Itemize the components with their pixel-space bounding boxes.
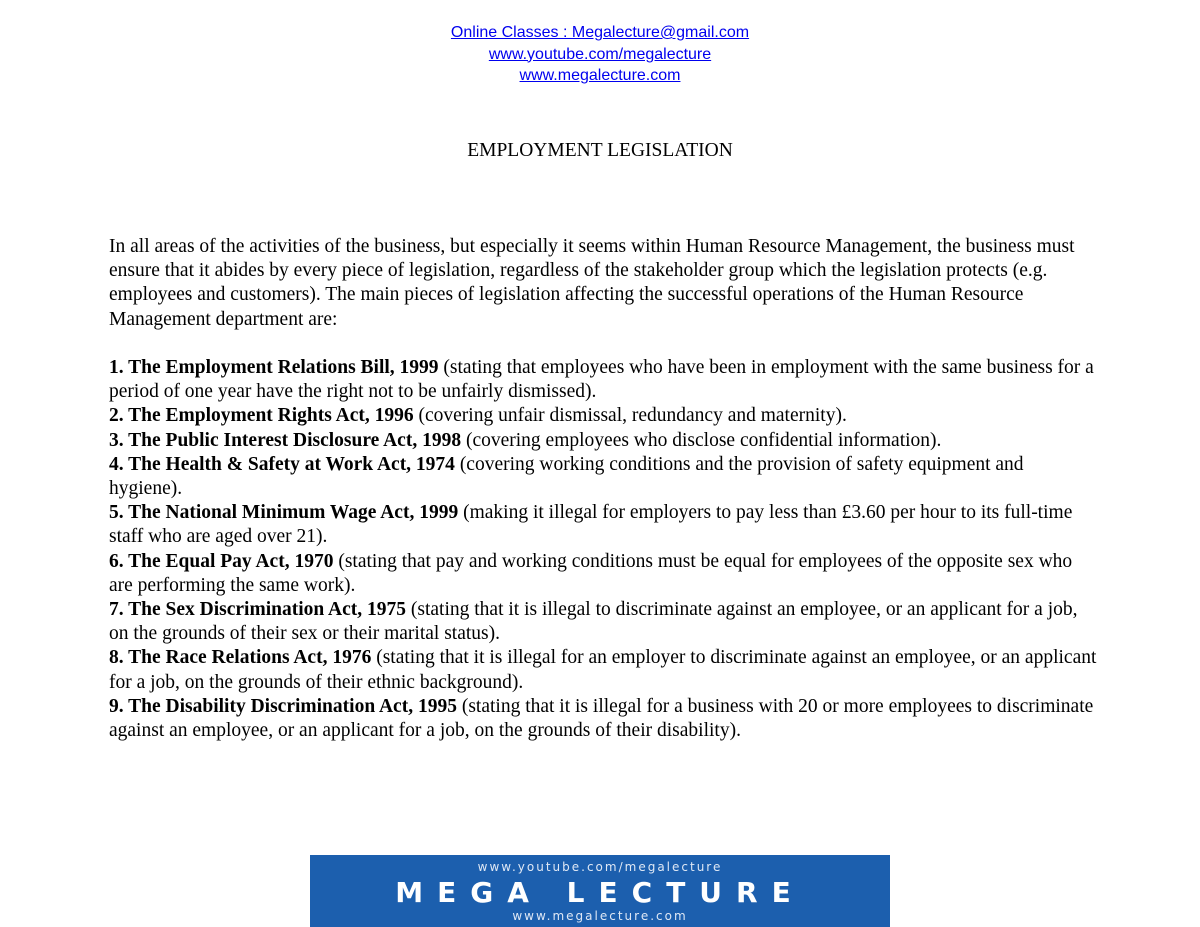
website-link[interactable]: www.megalecture.com	[519, 67, 681, 84]
banner-website-text: www.megalecture.com	[512, 909, 688, 923]
header-links	[0, 22, 1200, 87]
list-item-heading: 2. The Employment Rights Act, 1996	[109, 405, 414, 427]
list-item-description: (covering unfair dismissal, redundancy and maternity).	[413, 405, 847, 427]
list-item-heading: 4. The Health & Safety at Work Act, 1974	[109, 453, 455, 475]
list-item-description: (stating that it is illegal for a business with 20 or more employees to discriminate against an employee, or an applicant for a job, on the grounds of their disability).	[109, 695, 1094, 742]
list-item	[109, 598, 1099, 646]
list-item	[109, 429, 1099, 453]
list-item	[109, 453, 1099, 501]
list-item-description: (stating that pay and working conditions must be equal for employees of the opposite sex who are performing the same work).	[109, 550, 1073, 596]
youtube-link[interactable]: www.youtube.com/megalecture	[488, 45, 712, 63]
list-item-description: (stating that it is illegal for an employer to discriminate against an employee, or an applicant for a job, on the grounds of their ethnic background).	[109, 647, 1097, 693]
list-item-description: (making it illegal for employers to pay less than £3.60 per hour to its full-time staff who are aged over 21).	[109, 502, 1073, 548]
intro-paragraph: In all areas of the activities of the business, but especially it seems within Human Resource Management, the business must ensure that it abides by every piece of legislation, regardless of the stakeholder group which the legislation protects (e.g. employees and customers). The main pieces of legislation affecting the successful operations of the Human Resource Management department are:	[109, 236, 1075, 330]
list-item-description: (covering employees who disclose confidential information).	[461, 429, 942, 451]
list-item-heading: 9. The Disability Discrimination Act, 1995	[109, 695, 457, 717]
list-item-heading: 1. The Employment Relations Bill, 1999	[109, 357, 439, 378]
list-item-description: (stating that it is illegal to discriminate against an employee, or an applicant for a job, on the grounds of their sex or their marital status).	[109, 599, 1078, 645]
document-title: EMPLOYMENT LEGISLATION	[467, 140, 733, 161]
list-item-heading: 7. The Sex Discrimination Act, 1975	[109, 599, 407, 621]
list-item-heading: 3. The Public Interest Disclosure Act, 1998	[109, 429, 462, 451]
list-item-description: (covering working conditions and the provision of safety equipment and hygiene).	[109, 453, 1024, 500]
list-item	[109, 695, 1099, 743]
list-item	[109, 356, 1099, 404]
list-item	[109, 404, 1099, 428]
banner-title: MEGA LECTURE	[395, 876, 805, 909]
legislation-list	[109, 356, 1099, 743]
list-item	[109, 501, 1099, 549]
document-body	[109, 235, 1099, 743]
mega-lecture-banner	[310, 855, 890, 927]
banner-youtube-text: www.youtube.com/megalecture	[477, 860, 723, 874]
list-item	[109, 550, 1099, 598]
list-item	[109, 646, 1099, 694]
list-item-heading: 6. The Equal Pay Act, 1970	[109, 550, 334, 572]
list-item-heading: 5. The National Minimum Wage Act, 1999	[109, 502, 459, 524]
email-link[interactable]: Online Classes : Megalecture@gmail.com	[450, 24, 750, 41]
list-item-heading: 8. The Race Relations Act, 1976	[109, 647, 372, 669]
list-item-description: (stating that employees who have been in employment with the same business for a period of one year have the right not to be unfairly dismissed).	[109, 357, 1094, 403]
